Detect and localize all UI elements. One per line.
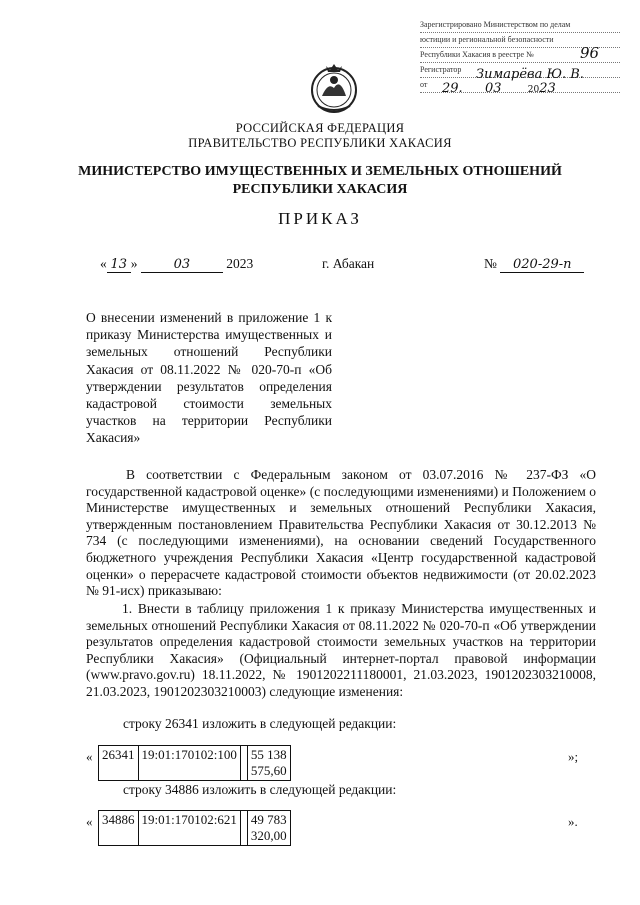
row-number-cell: 34886 bbox=[99, 811, 139, 846]
empty-cell bbox=[240, 746, 247, 781]
row-close-quote: »; bbox=[568, 749, 579, 764]
stamp-line-2: юстиции и региональной безопасности bbox=[420, 33, 620, 48]
stamp-line-4: Регистратор bbox=[420, 63, 620, 78]
date-month: 03 bbox=[141, 257, 223, 273]
number-sign: № bbox=[484, 256, 497, 271]
table-row bbox=[99, 811, 291, 846]
government-name: ПРАВИТЕЛЬСТВО РЕСПУБЛИКИ ХАКАСИЯ bbox=[188, 136, 452, 150]
table-row bbox=[99, 746, 291, 781]
date-year: 2023 bbox=[226, 256, 254, 271]
stamp-reg-year-prefix: 20 bbox=[527, 85, 540, 95]
stamp-reg-year-suffix: 23 bbox=[539, 81, 556, 96]
order-date bbox=[100, 256, 253, 273]
row-close-quote: ». bbox=[568, 814, 578, 829]
row-34886-intro: строку 34886 изложить в следующей редакции: bbox=[123, 782, 397, 797]
stamp-reg-date bbox=[442, 82, 556, 97]
date-day: 13 bbox=[107, 257, 131, 273]
date-close-quote: » bbox=[130, 256, 138, 271]
ministry-title-line-1: МИНИСТЕРСТВО ИМУЩЕСТВЕННЫХ И ЗЕМЕЛЬНЫХ ОТНОШЕНИЙ bbox=[78, 164, 562, 179]
document-type-title: ПРИКАЗ bbox=[278, 209, 362, 228]
ministry-title bbox=[0, 163, 640, 199]
row-26341-intro: строку 26341 изложить в следующей редакции: bbox=[123, 716, 397, 731]
stamp-line-3: Республики Хакасия в реестре № bbox=[420, 48, 620, 63]
row-number-cell: 26341 bbox=[99, 746, 139, 781]
date-open-quote: « bbox=[100, 256, 107, 271]
country-name: РОССИЙСКАЯ ФЕДЕРАЦИЯ bbox=[235, 121, 405, 135]
stamp-reg-month: 03 bbox=[484, 81, 502, 96]
order-city: г. Абакан bbox=[322, 256, 375, 271]
stamp-reg-day: 29. bbox=[442, 81, 463, 96]
preamble-paragraph: В соответствии с Федеральным законом от 03.07.2016 № 237-ФЗ «О государственной кадастровой оценке» (с последующими изменениями) и Положением о Министерстве имущественных и земельных отношений Республики Хакасия, утвержденным постановлением Правительства Республики Хакасия от 30.12.2013 № 734 (с последующими изменениями), на основании сведений Государственного бюджетного учреждения Республики Хакасия «Центр государственной кадастровой оценки» о перерасчете кадастровой стоимости объектов недвижимости (от 20.02.2023 № 91-исх) приказываю: bbox=[86, 467, 596, 599]
number-value: 020-29-п bbox=[500, 257, 584, 273]
header-block bbox=[0, 121, 640, 151]
stamp-reg-number: 96 bbox=[580, 44, 600, 62]
cadastral-number-cell: 19:01:170102:100 bbox=[138, 746, 240, 781]
stamp-signature: Зимарёва Ю. В. bbox=[476, 67, 584, 82]
clause-1-paragraph: 1. Внести в таблицу приложения 1 к приказу Министерства имущественных и земельных отношений Республики Хакасия от 08.11.2022 № 020-70-п «Об утверждении результатов определения кадастровой стоимости земельных участков на территории Республики Хакасия» (Официальный интернет-портал правовой информации (www.pravo.gov.ru) 18.11.2022, № 1901202211180001, 21.03.2023, 1901202303210008, 21.03.2023, 1901202303210003) следующие изменения: bbox=[86, 601, 596, 699]
ministry-title-line-2: РЕСПУБЛИКИ ХАКАСИЯ bbox=[232, 182, 408, 197]
row-open-quote: « bbox=[86, 814, 93, 829]
stamp-line-1: Зарегистрировано Министерством по делам bbox=[420, 18, 620, 33]
order-number bbox=[484, 256, 584, 273]
empty-cell bbox=[240, 811, 247, 846]
order-subject: О внесении изменений в приложение 1 к приказу Министерства имущественных и земельных отношений Республики Хакасия от 08.11.2022 № 020-70-п «Об утверждении результатов определения кадастровой стоимости земельных участков на территории Республики Хакасия» bbox=[86, 310, 332, 446]
amendment-table-2 bbox=[98, 810, 291, 846]
coat-of-arms-emblem bbox=[308, 60, 360, 116]
amendment-table-1 bbox=[98, 745, 291, 781]
cadastral-value-cell: 49 783 320,00 bbox=[247, 811, 290, 846]
cadastral-number-cell: 19:01:170102:621 bbox=[138, 811, 240, 846]
cadastral-value-cell: 55 138 575,60 bbox=[247, 746, 290, 781]
row-open-quote: « bbox=[86, 749, 93, 764]
stamp-date-prefix: от bbox=[420, 80, 428, 89]
registration-stamp bbox=[420, 18, 620, 96]
